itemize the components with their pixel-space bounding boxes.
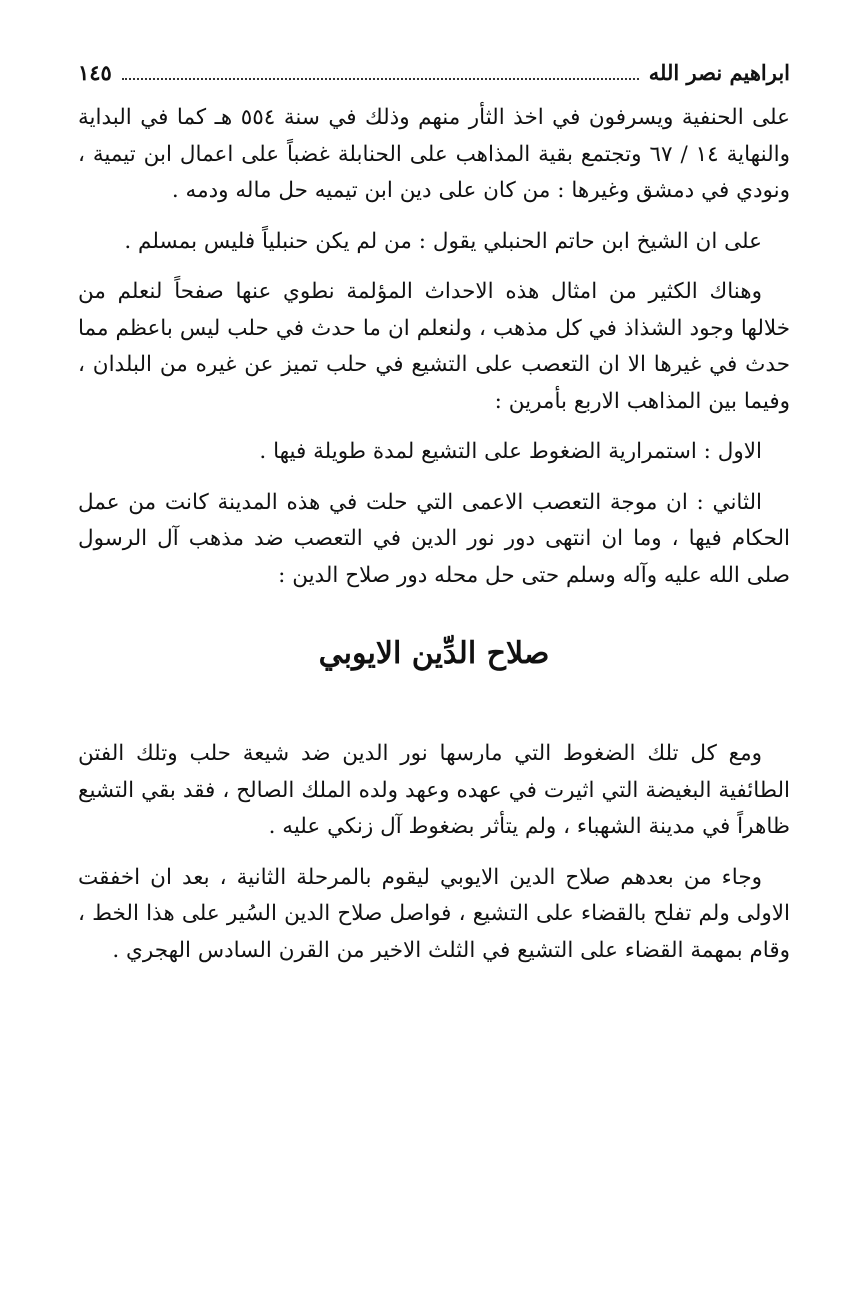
page-number: ١٤٥ (78, 60, 112, 85)
dotted-leader (122, 64, 639, 80)
paragraph-4: الاول : استمرارية الضغوط على التشيع لمدة طويلة فيها . (259, 439, 762, 464)
paragraph-1: على الحنفية ويسرفون في اخذ الثأر منهم وذلك في سنة ٥٥٤ هـ كما في البداية والنهاية ١٤ / ٦٧ وتجتمع بقية المذاهب على الحنابلة غضباً على اعمال ابن تيمية ، ونودي في دمشق وغيرها : من كان على دين ابن تيميه حل ماله ودمه . (78, 105, 791, 203)
running-header (78, 60, 790, 100)
header-author: ابراهيم نصر الله (648, 60, 790, 85)
paragraph-2: على ان الشيخ ابن حاتم الحنبلي يقول : من لم يكن حنبلياً فليس بمسلم . (124, 228, 762, 254)
book-page (78, 60, 790, 969)
section-paragraph-2: وجاء من بعدهم صلاح الدين الايوبي ليقوم بالمرحلة الثانية ، بعد ان اخفقت الاولى ولم تفلح بالقضاء على التشيع ، فواصل صلاح الدين السُير على هذا الخط ، وقام بمهمة القضاء على التشيع في الثلث الاخير من القرن السادس الهجري . (78, 864, 790, 963)
section-paragraph-1: ومع كل تلك الضغوط التي مارسها نور الدين ضد شيعة حلب وتلك الفتن الطائفية البغيضة التي اثيرت في عهده وعهد ولده الملك الصالح ، فقد بقي التشيع ظاهراً في مدينة الشهباء ، ولم يتأثر بضغوط آل زنكي عليه . (78, 741, 790, 839)
paragraph-5: الثاني : ان موجة التعصب الاعمى التي حلت في هذه المدينة كانت من عمل الحكام فيها ، وما ان انتهى دور نور الدين في التعصب ضد مذهب آل الرسول صلى الله عليه وآله وسلم حتى حل محله دور صلاح الدين : (78, 489, 790, 588)
paragraph-3: وهناك الكثير من امثال هذه الاحداث المؤلمة نطوي عنها صفحاً لنعلم من خلالها وجود الشذاذ في كل مذهب ، ولنعلم ان ما حدث في حلب ليس باعظم مما حدث في غيرها الا ان التعصب على التشيع في حلب تميز عن غيره من البلدان ، وفيما بين المذاهب الاربع بأمرين : (78, 279, 790, 414)
section-title: صلاح الدِّين الايوبي (318, 636, 550, 671)
